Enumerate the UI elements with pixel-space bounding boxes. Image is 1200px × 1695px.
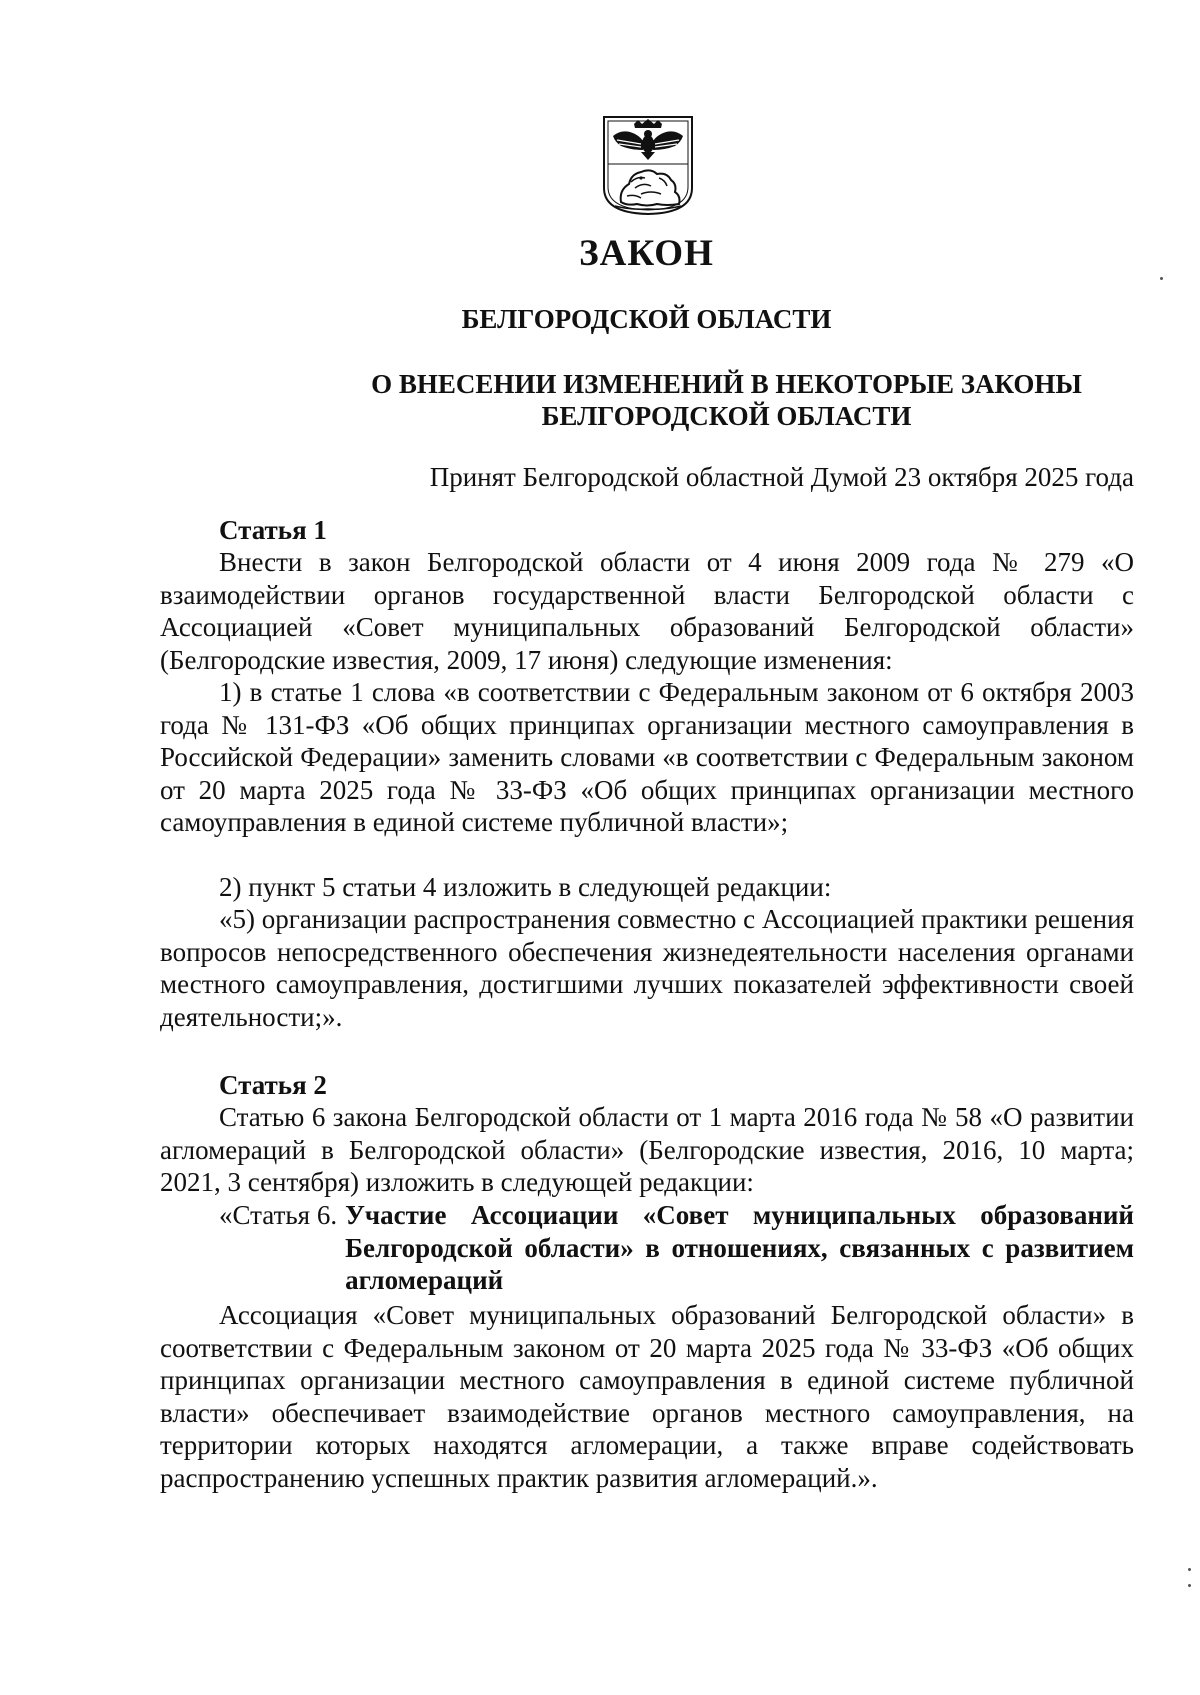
article-2-heading: Статья 2 xyxy=(219,1070,327,1100)
article-6-body: Ассоциация «Совет муниципальных образований Белгородской области» в соответствии с Федеральным законом от 20 марта 2025 года № 33-ФЗ «Об общих принципах организации местного самоуправления в единой системе публичной власти» обеспечивает взаимодействие органов местного самоуправления, на территории которых находятся агломерации, а также вправе содействовать распространению успешных практик развития агломераций.». xyxy=(160,1300,1134,1493)
adoption-line: Принят Белгородской областной Думой 23 октября 2025 года xyxy=(429,462,1134,492)
law-subject-title xyxy=(160,368,1200,432)
scan-speck xyxy=(1160,277,1163,280)
document-type-title: ЗАКОН xyxy=(579,233,714,274)
law-subject-line-2: БЕЛГОРОДСКОЙ ОБЛАСТИ xyxy=(541,401,912,431)
article-1-item-1: 1) в статье 1 слова «в соответствии с Федеральным законом от 6 октября 2003 года № 131-ФЗ «Об общих принципах организации местного самоуправления в Российской Федерации» заменить словами «в соответствии с Федеральным законом от 20 марта 2025 года № 33-ФЗ «Об общих принципах организации местного самоуправления в единой системе публичной власти»; xyxy=(160,677,1134,837)
article-1-intro: Внести в закон Белгородской области от 4 июня 2009 года № 279 «О взаимодействии органов государственной власти Белгородской области с Ассоциацией «Совет муниципальных образований Белгородской области» (Белгородские известия, 2009, 17 июня) следующие изменения: xyxy=(160,547,1134,675)
article-1-heading: Статья 1 xyxy=(219,515,327,545)
law-subject-line-1: О ВНЕСЕНИИ ИЗМЕНЕНИЙ В НЕКОТОРЫЕ ЗАКОНЫ xyxy=(371,369,1082,399)
scan-speck xyxy=(1188,1584,1191,1587)
article-6-label: «Статья 6. xyxy=(219,1200,338,1230)
article-1-item-2-text: «5) организации распространения совместно с Ассоциацией практики решения вопросов непосредственного обеспечения жизнедеятельности населения органами местного самоуправления, достигшими лучших показателей эффективности своей деятельности;». xyxy=(160,904,1134,1032)
region-title: БЕЛГОРОДСКОЙ ОБЛАСТИ xyxy=(461,304,832,334)
belgorod-coat-of-arms-icon xyxy=(601,114,695,216)
scan-speck xyxy=(1188,1568,1191,1571)
article-6-title: Участие Ассоциации «Совет муниципальных образований Белгородской области» в отношениях, связанных с развитием агломераций xyxy=(345,1200,1134,1295)
article-6-heading xyxy=(219,1199,1134,1297)
article-2-intro: Статью 6 закона Белгородской области от 1 марта 2016 года № 58 «О развитии агломераций в Белгородской области» (Белгородские известия, 2016, 10 марта; 2021, 3 сентября) изложить в следующей редакции: xyxy=(160,1102,1134,1197)
article-1-item-2: 2) пункт 5 статьи 4 изложить в следующей редакции: xyxy=(219,872,832,902)
